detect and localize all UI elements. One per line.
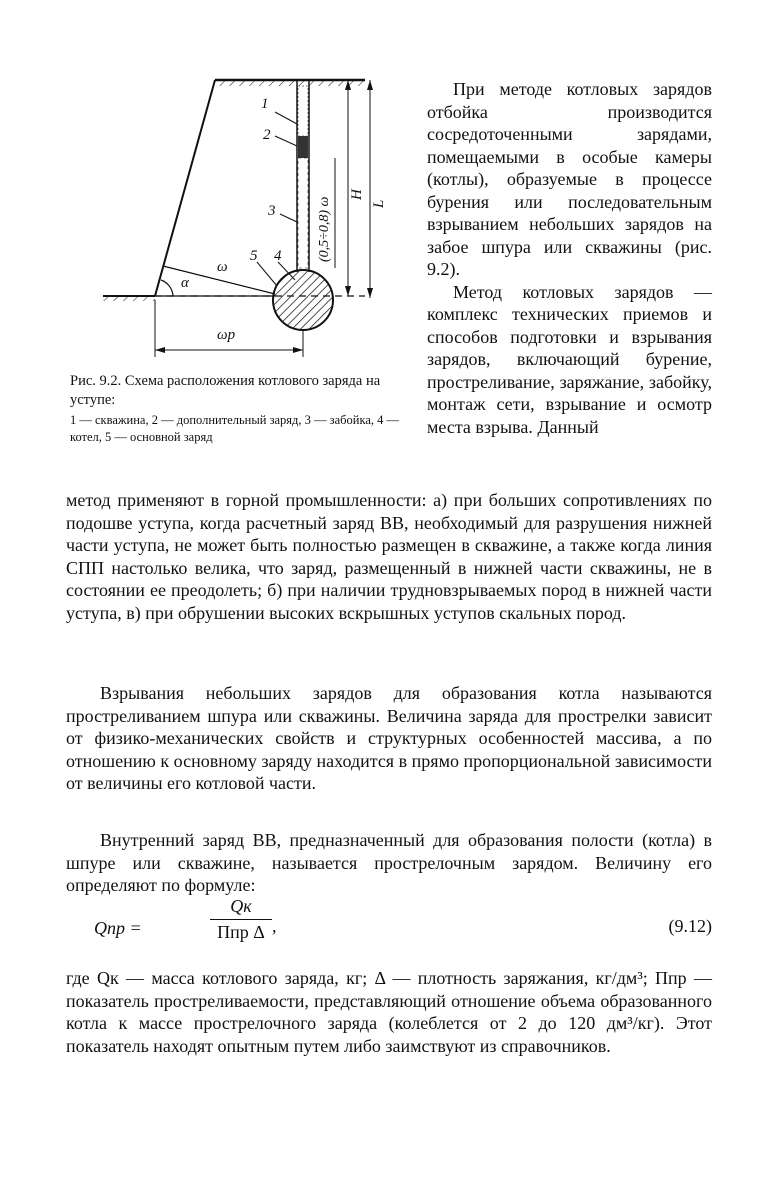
label-4: 4 [274,248,282,264]
formula-denominator: Ппр Δ [217,922,265,942]
paragraph-continuation: метод применяют в горной промышленности: а) при больших сопротивлениях по подошве уступа, когда расчетный заряд ВВ, необходимый для разрушения нижней части уступа, не может быть полностью размещен в скважине, а также когда линия СПП настолько велика, что заряд, размещенный в нижней части скважины, не в состоянии ее преодолеть; б) при наличии трудновзрываемых пород в нижней части уступа, в) при обрушении высоких вскрышных уступов скальных пород. [66,490,712,623]
formula-9-12: Qпр = Qк Ппр Δ , (9.12) [94,896,712,942]
right-column-text [427,78,712,438]
formula-number: (9.12) [668,916,712,936]
paragraph-where: где Qк — масса котлового заряда, кг; Δ — плотность заряжания, кг/дм³; Ппр — показатель простреливаемости, представляющий отношение объема образованного котла к массе прострелочного заряда (колеблется от 2 до 120 дм³/кг). Этот показатель находят опытным путем либо заимствуют из справочников. [66,968,712,1056]
caption-title: Рис. 9.2. Схема расположения котлового заряда на уступе: [70,373,381,408]
bench-diagram [65,72,415,372]
label-omega-p: ωр [217,327,236,343]
formula-lhs: Qпр = [94,918,142,938]
bench-slope-line [155,80,215,296]
label-1: 1 [261,96,269,112]
formula-fraction [210,896,272,943]
paragraph-internal-charge: Внутренний заряд ВВ, предназначенный для образования полости (котла) в шпуре или скважине, называется прострелочным зарядом. Величину его определяют по формуле: [66,830,712,895]
label-3: 3 [268,203,276,219]
formula-numerator: Qк [210,896,272,920]
body-text-2 [66,682,712,795]
body-text-1 [66,489,712,624]
label-5: 5 [250,248,258,264]
paragraph-intro: При методе котловых зарядов отбойка производится сосредоточенными зарядами, помещаемыми в особые камеры (котлы), образуемые в процессе бурения или последовательным взрыванием небольших зарядов на забое шпура или скважины (рис. 9.2). [427,79,712,279]
extra-charge [298,136,308,158]
label-range: (0,5÷0,8) ω [317,196,332,262]
paragraph-method-definition: Метод котловых зарядов — комплекс технических приемов и способов подготовки и взрывания зарядов, включающий бурение, простреливание, заряжание, забойку, монтаж сети, взрывание и осмотр места взрыва. Данный [427,281,712,437]
caption-legend: 1 — скважина, 2 — дополнительный заряд, 3 — забойка, 4 — котел, 5 — основной заряд [70,413,400,444]
figure-9-2 [65,72,415,372]
label-2: 2 [263,127,271,143]
chamber-charge [273,270,333,330]
label-H: H [349,189,365,200]
label-L: L [371,199,387,208]
label-omega: ω [217,259,228,275]
paragraph-shooting: Взрывания небольших зарядов для образования котла называются простреливанием шпура или скважины. Величина заряда для прострелки зависит от физико-механических свойств и структурных особенностей массива, а по отношению к основному заряду находится в прямо пропорциональной зависимости от величины его котловой части. [66,683,712,793]
body-text-3 [66,829,712,897]
body-text-4 [66,967,712,1057]
figure-caption [70,372,415,446]
label-alpha: α [181,275,189,291]
